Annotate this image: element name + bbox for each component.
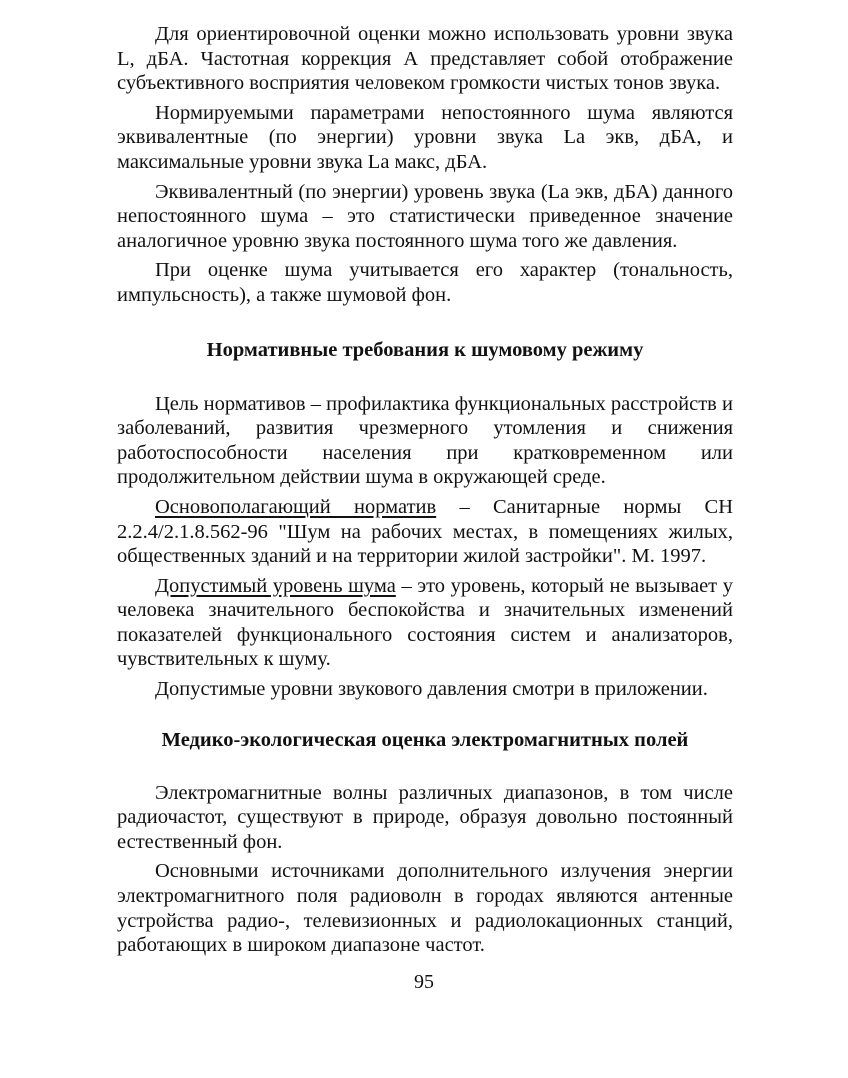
paragraph-noise-character: При оценке шума учитывается его характер (тональность, импульсность), а также шумовой фон. bbox=[117, 259, 733, 306]
paragraph-sound-levels: Для ориентировочной оценки можно использовать уровни звука L, дБА. Частотная коррекция А представляет собой отображение субъективного восприятия человеком громкости чистых тонов звука. bbox=[117, 23, 733, 95]
paragraph-normalized-params: Нормируемыми параметрами непостоянного шума являются эквивалентные (по энергии) уровни звука La экв, дБА, и максимальные уровни звука La макс, дБА. bbox=[117, 101, 733, 173]
section-heading-em-fields: Медико-экологическая оценка электромагнитных полей bbox=[161, 728, 689, 751]
paragraph-norms-goal: Цель нормативов – профилактика функциональных расстройств и заболеваний, развития чрезмерного утомления и снижения работоспособности населения при кратковременном или продолжительном действии шума в окружающей среде. bbox=[117, 392, 733, 489]
paragraph-appendix-ref: Допустимые уровни звукового давления смотри в приложении. bbox=[155, 678, 708, 701]
paragraph-base-norm bbox=[117, 495, 733, 569]
page-number: 95 bbox=[414, 971, 434, 993]
term-base-norm: Основополагающий норматив bbox=[155, 495, 437, 518]
permissible-level-definition: – это уровень, который не вызывает у человека значительного беспокойства и значительных изменений показателей функционального состояния систем и анализаторов, чувствительных к шуму. bbox=[117, 574, 733, 671]
section-heading-noise-norms: Нормативные требования к шумовому режиму bbox=[206, 338, 644, 361]
term-permissible-level: Допустимый уровень шума bbox=[155, 574, 396, 597]
paragraph-em-waves: Электромагнитные волны различных диапазонов, в том числе радиочастот, существуют в природе, образуя довольно постоянный естественный фон. bbox=[117, 781, 733, 853]
paragraph-em-sources: Основными источниками дополнительного излучения энергии электромагнитного поля радиоволн в городах являются антенные устройства радио-, телевизионных и радиолокационных станций, работающих в широком диапазоне частот. bbox=[117, 860, 733, 957]
base-norm-definition: – Санитарные нормы СН 2.2.4/2.1.8.562-96 "Шум на рабочих местах, в помещениях жилых, общественных зданий и на территории жилой застройки". М. 1997. bbox=[117, 495, 733, 568]
text-column bbox=[117, 22, 733, 958]
paragraph-permissible-level bbox=[117, 574, 733, 672]
paragraph-equivalent-level: Эквивалентный (по энергии) уровень звука (La экв, дБА) данного непостоянного шума – это статистически приведенное значение аналогичное уровню звука постоянного шума того же давления. bbox=[117, 180, 733, 252]
